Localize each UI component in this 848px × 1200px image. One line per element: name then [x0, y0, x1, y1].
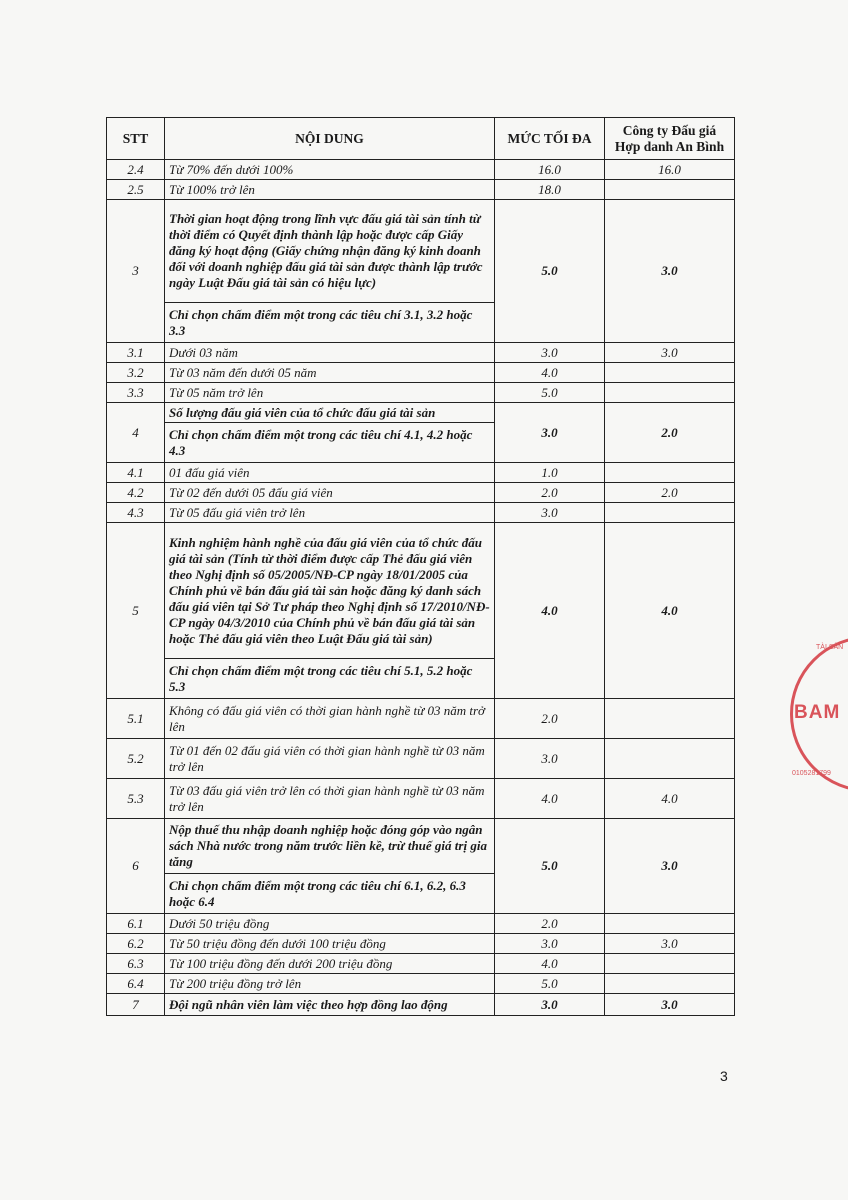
table-row [107, 363, 735, 383]
row-note: Chỉ chọn chấm điểm một trong các tiêu chí 3.1, 3.2 hoặc 3.3 [165, 303, 495, 343]
table-row [107, 739, 735, 779]
row-content: Từ 100% trở lên [165, 180, 495, 200]
row-stt: 5.3 [107, 779, 165, 819]
row-stt: 6.4 [107, 974, 165, 994]
row-max: 4.0 [495, 363, 605, 383]
row-max: 4.0 [495, 954, 605, 974]
row-note: Chỉ chọn chấm điểm một trong các tiêu chí 5.1, 5.2 hoặc 5.3 [165, 659, 495, 699]
row-score [605, 954, 735, 974]
table-row [107, 994, 735, 1016]
table-row [107, 523, 735, 659]
row-max: 3.0 [495, 934, 605, 954]
table-row [107, 403, 735, 423]
row-score: 3.0 [605, 819, 735, 914]
row-max: 2.0 [495, 699, 605, 739]
row-content: Từ 100 triệu đồng đến dưới 200 triệu đồng [165, 954, 495, 974]
row-stt: 3 [107, 200, 165, 343]
row-score [605, 503, 735, 523]
row-content: Nộp thuế thu nhập doanh nghiệp hoặc đóng góp vào ngân sách Nhà nước trong năm trước liền kề, trừ thuế giá trị gia tăng [165, 819, 495, 874]
table-row [107, 503, 735, 523]
row-score: 2.0 [605, 403, 735, 463]
row-content: Từ 01 đến 02 đấu giá viên có thời gian hành nghề từ 03 năm trở lên [165, 739, 495, 779]
table-row [107, 934, 735, 954]
table-row [107, 200, 735, 303]
row-max: 3.0 [495, 503, 605, 523]
row-note: Chỉ chọn chấm điểm một trong các tiêu chí 6.1, 6.2, 6.3 hoặc 6.4 [165, 874, 495, 914]
header-company: Công ty Đấu giá Hợp danh An Bình [605, 118, 735, 160]
row-max: 5.0 [495, 819, 605, 914]
row-score [605, 363, 735, 383]
row-max: 5.0 [495, 974, 605, 994]
row-stt: 6.2 [107, 934, 165, 954]
scoring-table [106, 117, 735, 1016]
row-score: 16.0 [605, 160, 735, 180]
table-row [107, 180, 735, 200]
row-score: 3.0 [605, 994, 735, 1016]
row-max: 4.0 [495, 779, 605, 819]
row-stt: 6 [107, 819, 165, 914]
row-stt: 5.2 [107, 739, 165, 779]
row-max: 18.0 [495, 180, 605, 200]
row-content: Từ 03 năm đến dưới 05 năm [165, 363, 495, 383]
row-stt: 7 [107, 994, 165, 1016]
table-row [107, 383, 735, 403]
row-content: Dưới 03 năm [165, 343, 495, 363]
row-score: 4.0 [605, 779, 735, 819]
table-row [107, 699, 735, 739]
row-stt: 4.3 [107, 503, 165, 523]
row-content: Từ 70% đến dưới 100% [165, 160, 495, 180]
table-row [107, 463, 735, 483]
row-score: 3.0 [605, 200, 735, 343]
header-stt: STT [107, 118, 165, 160]
stamp-bottom-text: 0105281799 [792, 770, 831, 777]
header-content: NỘI DUNG [165, 118, 495, 160]
table-row [107, 160, 735, 180]
row-content: Từ 50 triệu đồng đến dưới 100 triệu đồng [165, 934, 495, 954]
table-row [107, 974, 735, 994]
row-stt: 3.1 [107, 343, 165, 363]
row-score [605, 739, 735, 779]
table-row [107, 819, 735, 874]
row-score: 3.0 [605, 934, 735, 954]
row-stt: 2.5 [107, 180, 165, 200]
row-content: Dưới 50 triệu đồng [165, 914, 495, 934]
row-max: 3.0 [495, 994, 605, 1016]
row-stt: 3.2 [107, 363, 165, 383]
company-stamp [782, 630, 848, 805]
row-stt: 5.1 [107, 699, 165, 739]
row-max: 3.0 [495, 343, 605, 363]
row-score [605, 699, 735, 739]
row-content: Đội ngũ nhân viên làm việc theo hợp đồng lao động [165, 994, 495, 1016]
row-content: Từ 03 đấu giá viên trở lên có thời gian hành nghề từ 03 năm trở lên [165, 779, 495, 819]
row-stt: 4.2 [107, 483, 165, 503]
row-score [605, 180, 735, 200]
row-score [605, 914, 735, 934]
row-note: Chỉ chọn chấm điểm một trong các tiêu chí 4.1, 4.2 hoặc 4.3 [165, 423, 495, 463]
row-max: 5.0 [495, 200, 605, 343]
row-content: Từ 200 triệu đồng trở lên [165, 974, 495, 994]
row-score: 3.0 [605, 343, 735, 363]
table-row [107, 483, 735, 503]
stamp-main-text: BAM [794, 702, 841, 723]
row-score [605, 974, 735, 994]
row-stt: 4.1 [107, 463, 165, 483]
table-row [107, 914, 735, 934]
row-stt: 5 [107, 523, 165, 699]
page-number: 3 [720, 1068, 728, 1084]
row-content: Thời gian hoạt động trong lĩnh vực đấu giá tài sản tính từ thời điểm có Quyết định thành lập hoặc được cấp Giấy đăng ký hoạt động (Giấy chứng nhận đăng ký kinh doanh đối với doanh nghiệp đấu giá tài sản được thành lập trước ngày Luật Đấu giá tài sản có hiệu lực) [165, 200, 495, 303]
table-row [107, 779, 735, 819]
row-max: 2.0 [495, 914, 605, 934]
row-content: Không có đấu giá viên có thời gian hành nghề từ 03 năm trở lên [165, 699, 495, 739]
row-max: 3.0 [495, 739, 605, 779]
row-score: 2.0 [605, 483, 735, 503]
table-row [107, 343, 735, 363]
row-content: Kinh nghiệm hành nghề của đấu giá viên của tổ chức đấu giá tài sản (Tính từ thời điểm được cấp Thẻ đấu giá viên theo Nghị định số 05/2005/NĐ-CP ngày 18/01/2005 của Chính phủ về bán đấu giá tài sản hoặc đăng ký danh sách đấu giá viên tại Sở Tư pháp theo Nghị định số 17/2010/NĐ-CP ngày 04/3/2010 của Chính phủ về bán đấu giá tài sản hoặc Thẻ đấu giá viên theo Luật Đấu giá tài sản) [165, 523, 495, 659]
row-content: Từ 05 đấu giá viên trở lên [165, 503, 495, 523]
row-stt: 2.4 [107, 160, 165, 180]
row-max: 3.0 [495, 403, 605, 463]
table-header-row [107, 118, 735, 160]
row-max: 1.0 [495, 463, 605, 483]
row-content: Từ 02 đến dưới 05 đấu giá viên [165, 483, 495, 503]
row-max: 2.0 [495, 483, 605, 503]
row-content: Số lượng đấu giá viên của tổ chức đấu giá tài sản [165, 403, 495, 423]
row-max: 5.0 [495, 383, 605, 403]
stamp-top-text: TÀI SẢN [816, 644, 844, 651]
row-score [605, 463, 735, 483]
row-stt: 6.1 [107, 914, 165, 934]
header-max: MỨC TỐI ĐA [495, 118, 605, 160]
row-score: 4.0 [605, 523, 735, 699]
row-stt: 3.3 [107, 383, 165, 403]
row-content: 01 đấu giá viên [165, 463, 495, 483]
row-stt: 6.3 [107, 954, 165, 974]
row-max: 4.0 [495, 523, 605, 699]
table-row [107, 954, 735, 974]
row-max: 16.0 [495, 160, 605, 180]
row-score [605, 383, 735, 403]
row-stt: 4 [107, 403, 165, 463]
row-content: Từ 05 năm trở lên [165, 383, 495, 403]
